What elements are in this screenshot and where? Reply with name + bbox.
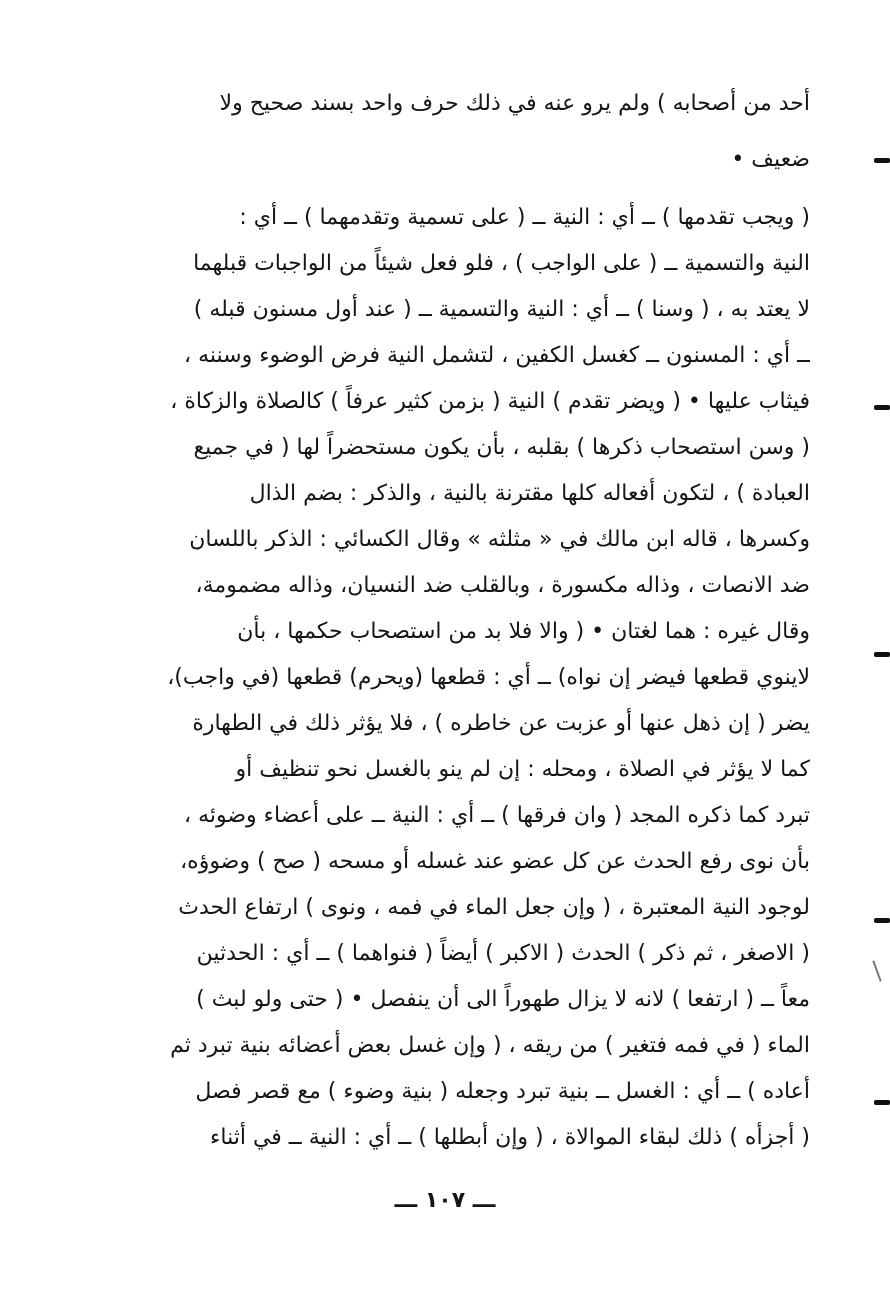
- text-line: وقال غيره : هما لغتان • ( والا فلا بد من استصحاب حكمها ، بأن: [237, 619, 810, 644]
- text-line: ــ أي : المسنون ــ كغسل الكفين ، لتشمل النية فرض الوضوء وسننه ،: [183, 343, 810, 368]
- margin-mark: [874, 918, 890, 923]
- margin-mark: [874, 652, 890, 657]
- text-line: ( الاصغر ، ثم ذكر ) الحدث ( الاكبر ) أيضاً ( فنواهما ) ــ أي : الحدثين: [196, 941, 810, 966]
- margin-mark: [874, 158, 890, 163]
- margin-mark: [874, 405, 890, 410]
- text-line: النية والتسمية ــ ( على الواجب ) ، فلو فعل شيئاً من الواجبات قبلهما: [193, 251, 810, 276]
- text-line: ( وسن استصحاب ذكرها ) بقلبه ، بأن يكون مستحضراً لها ( في جميع: [193, 435, 810, 460]
- page-number: ـــ ١٠٧ ـــ: [394, 1188, 496, 1213]
- text-line: تبرد كما ذكره المجد ( وان فرقها ) ــ أي : النية ــ على أعضاء وضوئه ،: [184, 803, 810, 828]
- text-line: وكسرها ، قاله ابن مالك في « مثلثه » وقال الكسائي : الذكر باللسان: [189, 527, 810, 552]
- margin-tick: [872, 960, 881, 981]
- margin-mark: [874, 1100, 890, 1105]
- text-line: لاينوي قطعها فيضر إن نواه) ــ أي : قطعها (ويحرم) قطعها (في واجب)،: [167, 665, 810, 690]
- text-line: ( أجزأه ) ذلك لبقاء الموالاة ، ( وإن أبطلها ) ــ أي : النية ــ في أثناء: [210, 1125, 810, 1150]
- text-line: لوجود النية المعتبرة ، ( وإن جعل الماء في فمه ، ونوى ) ارتفاع الحدث: [178, 895, 810, 920]
- text-line: ضعيف •: [731, 147, 810, 172]
- text-line: لا يعتد به ، ( وسنا ) ــ أي : النية والتسمية ــ ( عند أول مسنون قبله ): [193, 297, 810, 322]
- text-line: بأن نوى رفع الحدث عن كل عضو عند غسله أو مسحه ( صح ) وضوؤه،: [180, 849, 810, 874]
- text-line: الماء ( في فمه فتغير ) من ريقه ، ( وإن غسل بعض أعضائه بنية تبرد ثم: [170, 1033, 810, 1058]
- text-line: أحد من أصحابه ) ولم يرو عنه في ذلك حرف واحد بسند صحيح ولا: [219, 91, 810, 116]
- text-line: ( ويجب تقدمها ) ــ أي : النية ــ ( على تسمية وتقدمهما ) ــ أي :: [239, 205, 810, 230]
- text-line: يضر ( إن ذهل عنها أو عزبت عن خاطره ) ، فلا يؤثر ذلك في الطهارة: [192, 711, 810, 736]
- text-line: العبادة ) ، لتكون أفعاله كلها مقترنة بالنية ، والذكر : بضم الذال: [249, 481, 810, 506]
- text-line: فيثاب عليها • ( ويضر تقدم ) النية ( بزمن كثير عرفاً ) كالصلاة والزكاة ،: [170, 389, 810, 414]
- text-line: كما لا يؤثر في الصلاة ، ومحله : إن لم ينو بالغسل نحو تنظيف أو: [235, 757, 810, 782]
- text-line: أعاده ) ــ أي : الغسل ــ بنية تبرد وجعله ( بنية وضوء ) مع قصر فصل: [195, 1079, 810, 1104]
- text-line: ضد الانصات ، وذاله مكسورة ، وبالقلب ضد النسيان، وذاله مضمومة،: [195, 573, 810, 598]
- text-line: معاً ــ ( ارتفعا ) لانه لا يزال طهوراً الى أن ينفصل • ( حتى ولو لبث ): [196, 987, 810, 1012]
